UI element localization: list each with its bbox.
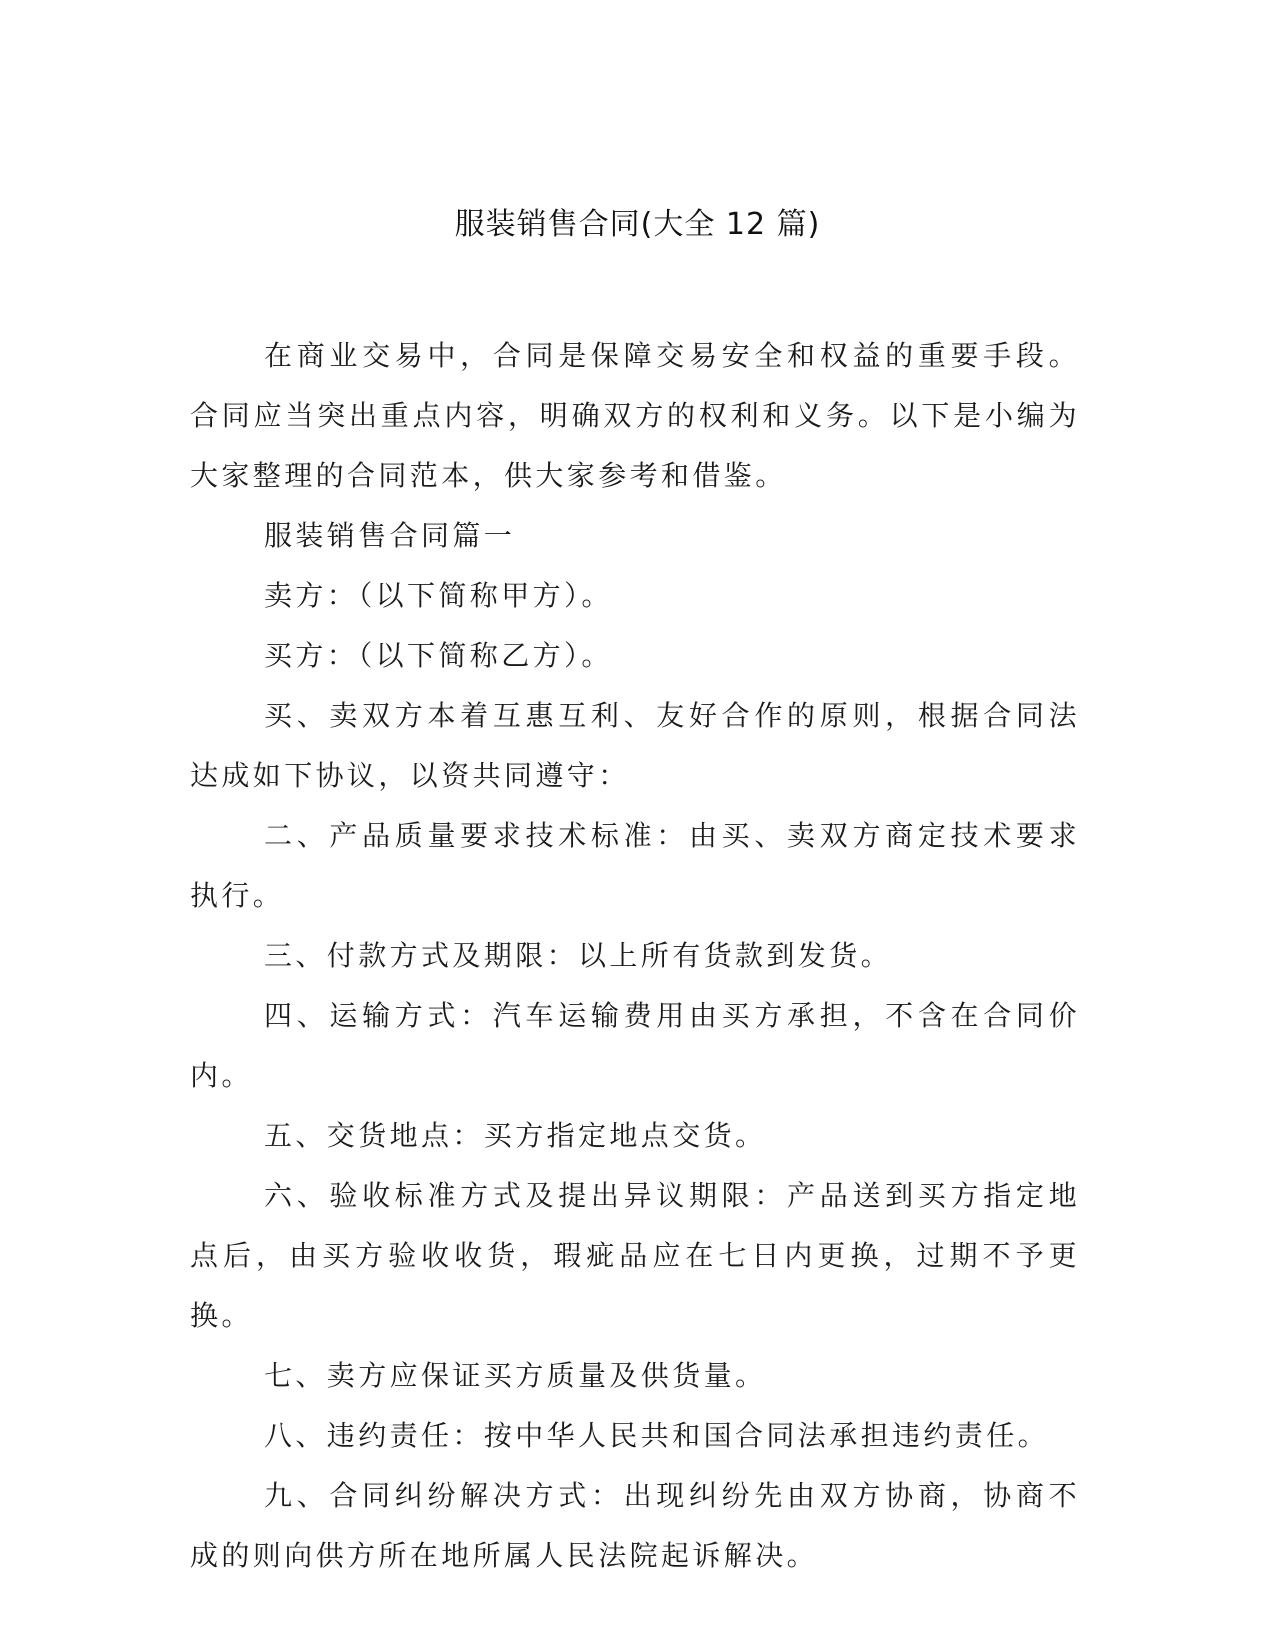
clause-7-guarantee: 七、卖方应保证买方质量及供货量。 (264, 1359, 767, 1392)
document-title: 服装销售合同(大全 12 篇) (454, 207, 821, 242)
seller-line: 卖方：（以下简称甲方）。 (264, 579, 613, 612)
clause-5-delivery: 五、交货地点：买方指定地点交货。 (264, 1119, 767, 1152)
clause-4-transport: 四、运输方式：汽车运输费用由买方承担，不含在合同价内。 (190, 999, 1080, 1092)
intro-paragraph: 在商业交易中，合同是保障交易安全和权益的重要手段。合同应当突出重点内容，明确双方的权利和义务。以下是小编为大家整理的合同范本，供大家参考和借鉴。 (190, 339, 1080, 492)
agreement-preamble: 买、卖双方本着互惠互利、友好合作的原则，根据合同法达成如下协议，以资共同遵守： (190, 699, 1080, 792)
section-heading: 服装销售合同篇一 (264, 519, 516, 552)
clause-2-quality: 二、产品质量要求技术标准：由买、卖双方商定技术要求执行。 (190, 819, 1080, 912)
document-body (190, 326, 1080, 1586)
clause-3-payment: 三、付款方式及期限：以上所有货款到发货。 (264, 939, 893, 972)
buyer-line: 买方：（以下简称乙方）。 (264, 639, 613, 672)
clause-8-liability: 八、违约责任：按中华人民共和国合同法承担违约责任。 (264, 1419, 1050, 1452)
clause-9-disputes: 九、合同纠纷解决方式：出现纠纷先由双方协商，协商不成的则向供方所在地所属人民法院起诉解决。 (190, 1479, 1080, 1572)
clause-6-acceptance: 六、验收标准方式及提出异议期限：产品送到买方指定地点后，由买方验收收货，瑕疵品应在七日内更换，过期不予更换。 (190, 1179, 1080, 1332)
